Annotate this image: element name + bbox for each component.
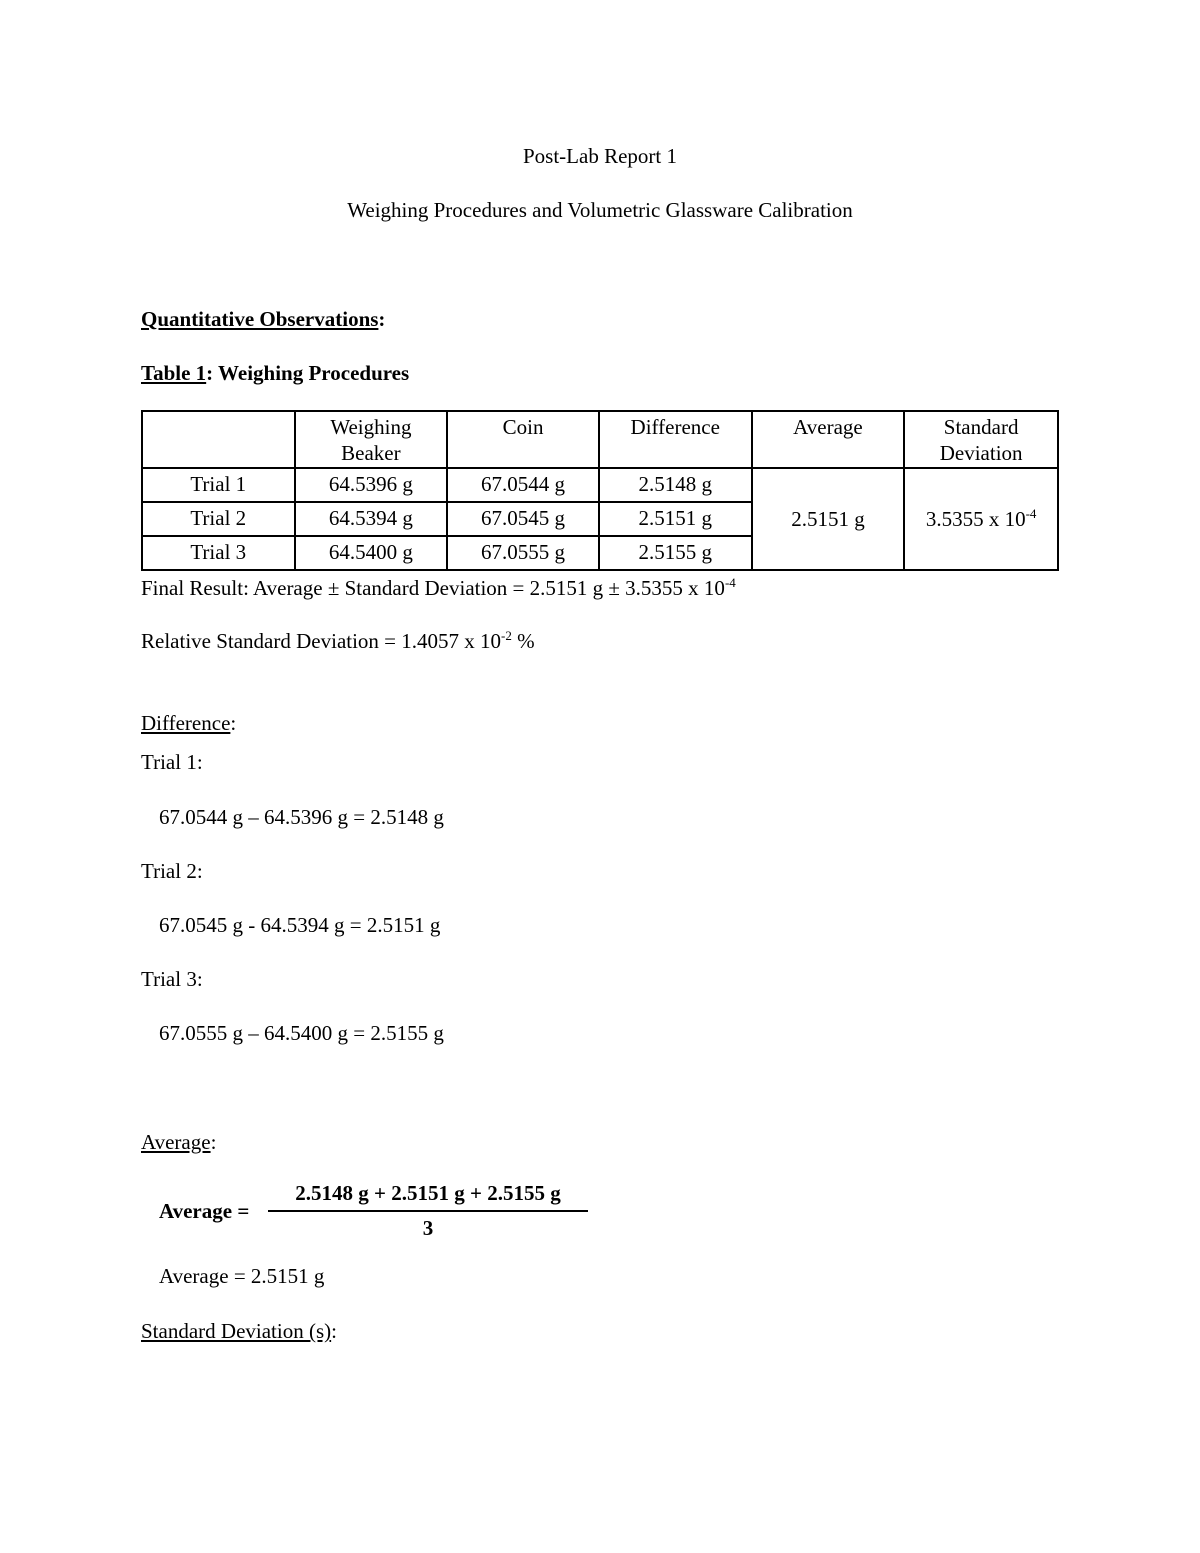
table-caption-label: Table 1 (141, 361, 207, 385)
average-heading: Average: (141, 1130, 217, 1154)
trial-equation: 67.0544 g – 64.5396 g = 2.5148 g (159, 805, 444, 829)
difference-cell: 2.5151 g (599, 502, 752, 536)
trial-label: Trial 1: (141, 750, 203, 774)
header-cell-average: Average (752, 411, 905, 468)
average-fraction (268, 1178, 588, 1241)
report-title: Post-Lab Report 1 (523, 144, 677, 168)
section-heading-colon: : (378, 307, 386, 331)
fraction-numerator: 2.5148 g + 2.5151 g + 2.5155 g (295, 1181, 561, 1205)
trial-label: Trial 3: (141, 967, 203, 991)
difference-cell: 2.5155 g (599, 536, 752, 570)
difference-cell: 2.5148 g (599, 468, 752, 502)
trial-cell: Trial 2 (142, 502, 295, 536)
final-result-line: Final Result: Average ± Standard Deviation = 2.5151 g ± 3.5355 x $10^{-4}$ (141, 575, 736, 600)
coin-cell: 67.0544 g (447, 468, 599, 502)
stddev-cell: 3.5355 x $10^{-4}$ (904, 468, 1058, 570)
beaker-cell: 64.5400 g (295, 536, 448, 570)
section-heading (141, 307, 385, 332)
beaker-cell: 64.5394 g (295, 502, 448, 536)
trial-equation: 67.0555 g – 64.5400 g = 2.5155 g (159, 1021, 444, 1045)
report-subtitle: Weighing Procedures and Volumetric Glassware Calibration (347, 198, 853, 222)
table-caption-title: : Weighing Procedures (206, 361, 410, 385)
header-cell-stddev: Standard Deviation (904, 411, 1058, 468)
header-cell-empty (142, 411, 295, 468)
average-formula-lhs: Average = (159, 1199, 250, 1223)
header-cell-difference: Difference (599, 411, 752, 468)
difference-heading: Difference: (141, 711, 237, 735)
average-cell: 2.5151 g (752, 468, 905, 570)
average-result: Average = 2.5151 g (159, 1264, 325, 1288)
header-cell-coin: Coin (447, 411, 599, 468)
section-heading-text: Quantitative Observations (141, 307, 379, 331)
header-cell-beaker: Weighing Beaker (295, 411, 448, 468)
trial-label: Trial 2: (141, 859, 203, 883)
trial-cell: Trial 3 (142, 536, 295, 570)
coin-cell: 67.0555 g (447, 536, 599, 570)
trial-cell: Trial 1 (142, 468, 295, 502)
fraction-bar (268, 1210, 588, 1212)
trial-equation: 67.0545 g - 64.5394 g = 2.5151 g (159, 913, 441, 937)
stddev-heading: Standard Deviation (s): (141, 1319, 337, 1343)
fraction-denominator: 3 (422, 1216, 434, 1240)
rsd-line: Relative Standard Deviation = 1.4057 x $10^{-2}$ % (141, 628, 535, 653)
coin-cell: 67.0545 g (447, 502, 599, 536)
beaker-cell: 64.5396 g (295, 468, 448, 502)
table-row (142, 468, 1058, 502)
table-header-row (142, 411, 1058, 468)
table-caption (141, 361, 409, 386)
weighing-table (141, 410, 1059, 571)
